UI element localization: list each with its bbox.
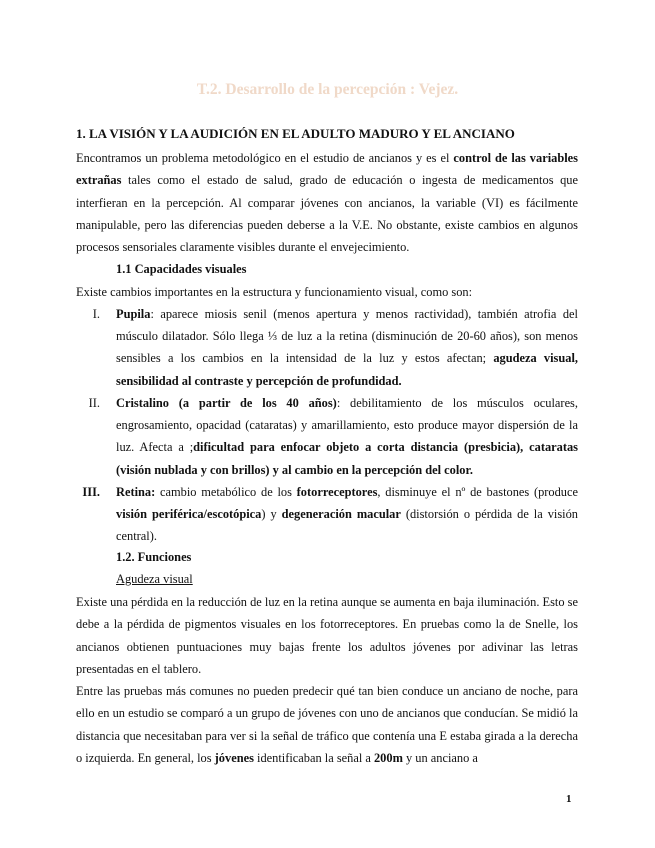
page-number: 1 bbox=[566, 793, 572, 805]
list-numeral: I. bbox=[92, 307, 100, 321]
pruebas-paragraph: Entre las pruebas más comunes no pueden predecir qué tan bien conduce un anciano de noche, para ello en un estudio se comparó a un grupo de jóvenes con uno de ancianos que conducían. Se midió la distancia que necesitaban para ver si la señal de tráfico que contenía una E estaba girada a la derecha o izquierda. En general, los jóvenes identificaban la señal a 200m y un anciano a bbox=[76, 684, 578, 765]
subheading-agudeza-visual: Agudeza visual bbox=[116, 572, 193, 586]
section-heading-vision-audicion: 1. LA VISIÓN Y LA AUDICIÓN EN EL ADULTO MADURO Y EL ANCIANO bbox=[76, 126, 515, 141]
list-item-cristalino: Cristalino (a partir de los 40 años): debilitamiento de los músculos oculares, engrosamiento, opacidad (cataratas) y amarillamiento, esto produce mayor dispersión de la luz. Afecta a ;dificultad para enfocar objeto a corta distancia (presbicia), cataratas (visión nublada y con brillos) y al cambio en la percepción del color. bbox=[116, 396, 579, 477]
document-title: T.2. Desarrollo de la percepción : Vejez. bbox=[196, 81, 459, 98]
bold-term: control de las variables extrañas bbox=[76, 151, 578, 188]
subheading-funciones: 1.2. Funciones bbox=[116, 550, 192, 564]
list-item-retina: Retina: cambio metabólico de los fotorreceptores, disminuye el nº de bastones (produce visión periférica/escotópica) y degeneración macular (distorsión o pérdida de la visión central). bbox=[116, 485, 579, 544]
intro-paragraph: Encontramos un problema metodológico en el estudio de ancianos y es el control de las variables extrañas tales como el estado de salud, grado de educación o ingesta de medicamentos que interfieran en la percepción. Al comparar jóvenes con ancianos, la variable (VI) es fácilmente manipulable, pero las diferencias pueden deberse a la V.E. No obstante, existe cambios en algunos procesos sensoriales claramente visibles durante el envejecimiento. bbox=[76, 151, 578, 255]
list-numeral: III. bbox=[82, 485, 100, 499]
agudeza-paragraph: Existe una pérdida en la reducción de luz en la retina aunque se aumenta en baja iluminación. Esto se debe a la pérdida de pigmentos visuales en los fotorreceptores. En pruebas como la de Snelle, los ancianos obtienen puntuaciones muy bajas frente los adultos jóvenes por adivinar las letras presentadas en el tablero. bbox=[76, 595, 578, 676]
list-numeral: II. bbox=[88, 396, 100, 410]
subheading-capacidades-visuales: 1.1 Capacidades visuales bbox=[116, 262, 247, 276]
list-item-pupila: Pupila: aparece miosis senil (menos apertura y menos ractividad), también atrofia del músculo dilatador. Sólo llega ⅓ de luz a la retina (disminución de 20-60 años), son menos sensibles a los cambios en la intensidad de la luz y estos afectan; agudeza visual, sensibilidad al contraste y percepción de profundidad. bbox=[116, 307, 578, 388]
capacidades-intro-paragraph: Existe cambios importantes en la estructura y funcionamiento visual, como son: bbox=[76, 285, 473, 299]
